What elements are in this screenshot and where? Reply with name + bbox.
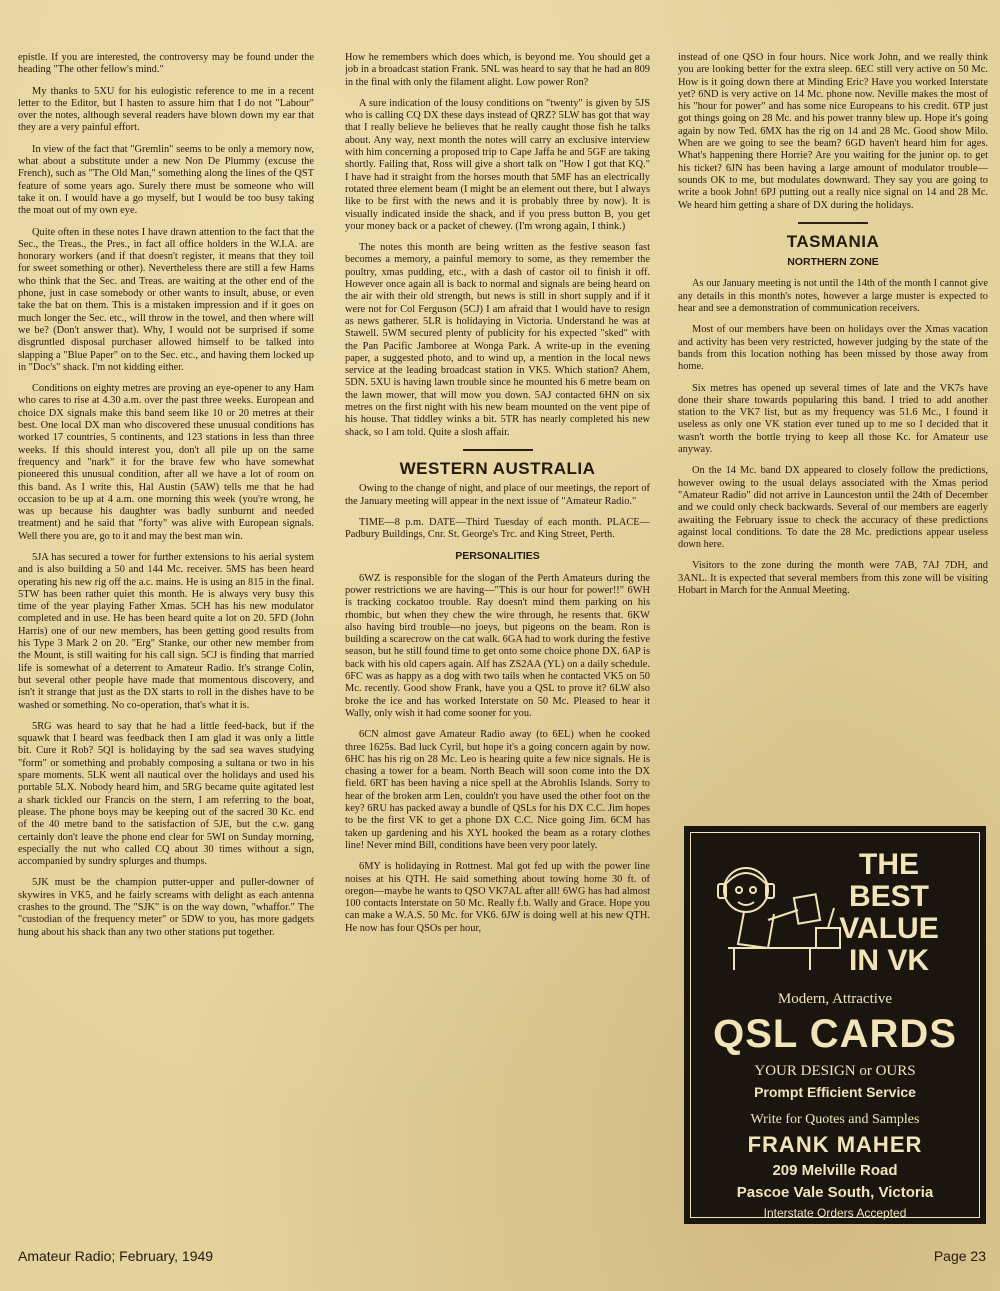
paragraph: 6WZ is responsible for the slogan of the Perth Amateurs during the power restrictions we are having—"This is our hour for power!!" 6WH is tracking cockatoo trouble. Ray doesn't mind them parking on his rhombic, but when they chew the wire through, he resents that. 6KW also having bird trouble—no joeys, but pigeons on the beam. Ron is building a scarecrow on the cat walk. 6GA had to work during the festive season, but he still found time to get onto some choice phone DX. 6AP is back with his old capers again. Alf has ZS2AA (YL) on a daily schedule. 6FC was as happy as a dog with two tails when he contacted VK5 on 50 Mc. recently. Good show Frank, have you a QSL to prove it? 6LW also broke the ice and has worked Interstate on 50 Mc. Pleased to hear it Wally, only wish it had come sooner for you. [345,572,650,719]
ad-slogan-line: IN VK [848,944,929,977]
paragraph: Most of our members have been on holidays over the Xmas vacation and activity has been very restricted, however judging by the state of the bands from this location nothing has been missed by those away from home. [678,324,988,373]
ad-suburb: Pascoe Vale South, Victoria [736,1184,934,1201]
column-3 [678,52,988,822]
paragraph: Conditions on eighty metres are proving an eye-opener to any Ham who cares to rise at 4.30 a.m. over the past three weeks. European and choice DX signals make this band seem like 10 or 20 metres at their best. One local DX man who discovered these unusual conditions has worked 17 countries, 5 continents, and 123 stations in less than three weeks. If this should interest you, don't all pile up on the same frequency and "nark" it for the brave few who have somewhat pioneered this unusual condition, after all we have a lot of room on this band. As I write this, Hal Austin (5AW) tells me that he had occasion to be up at 4 a.m. one morning this week (you're wrong, he was up because his daughter was badly sunburnt and needed treatment) and he said that "forty" was alive with European signals. Well there you are, go to it and may the best man win. [18,383,314,542]
paragraph: Visitors to the zone during the month were 7AB, 7AJ 7DH, and 3ANL. It is expected that several members from this zone will be visiting Hobart in March for the Annual Meeting. [678,560,988,596]
section-divider [798,222,868,224]
publication-line: Amateur Radio; February, 1949 [18,1248,214,1264]
paragraph: My thanks to 5XU for his eulogistic reference to me in a recent letter to the Editor, but I hasten to assure him that I do not "Labour" over the notes, although several readers have blown down my ear that they are a very painful effort. [18,85,314,134]
meeting-details: TIME—8 p.m. DATE—Third Tuesday of each month. PLACE—Padbury Buildings, Cnr. St. George's Trc. and King Street, Perth. [345,516,650,541]
subheading-northern-zone: NORTHERN ZONE [787,256,879,269]
page-footer [18,1248,986,1270]
paragraph: Quite often in these notes I have drawn attention to the fact that the Sec., the Treas., the Pres., in fact all office holders in the W.I.A. are honorary workers (and if that doesn't register, it means that they toil for sweet something or other). Nevertheless there are still a few Hams who think that the Sec. and Treas. are waiting at the other end of the phone, just in case somebody or other wants to insult, abuse, or even take the bat on them. This is a mistaken impression and if it goes on much longer the Sec. etc., will throw in the towel, and then where will we be? (Don't answer that). Why, I would not be surprised if some disgruntled disposal purchaser allowed himself to be talked into slapping a "Blue Paper" on to the Sec. etc., and having them locked up in "Doc's" shack. I'm not kidding either. [18,226,314,373]
paragraph: On the 14 Mc. band DX appeared to closely follow the predictions, however owing to the usual delays associated with the Xmas period "Amateur Radio" did not arrive in Launceston until the 24th of December and we could only check backwards. Several of our members are eagerly awaiting the February issue to check the accuracy of these predictions against local conditions. To date the 28 Mc. predictions appear useless down here. [678,465,988,551]
paragraph: 5JA has secured a tower for further extensions to his aerial system and is also building a 50 and 144 Mc. receiver. 5MS has been heard operating his new rig off the a.c. mains. He is using an 815 in the final. 5TW has been rather quiet this month. He is always very busy this time of the year playing Father Xmas. 5CH has his new modulator completed and in use. He has been heard quite a lot on 20. 5FD (John Harris) one of our new members, has been getting good results from his Type 3 Mark 2 on 20. "Erg" Stanke, our other new member from the Mount, is still waiting for his call sign. 5CJ is finding that married life is somewhat of a deterrent to Amateur Radio. It's strange Colin, but several other people have made that momentous discovery, and isn't it strange that just as the DX starts to roll in the dishes have to be washed or something. No co-operation, that's what it is. [18,551,314,711]
paragraph: As our January meeting is not until the 14th of the month I cannot give any details in this month's notes, however a large muster is expected to hear and see a demonstration of communication receivers. [678,278,988,315]
page-number: Page 23 [933,1248,986,1264]
section-heading-tasmania: TASMANIA [786,231,880,251]
paragraph: A sure indication of the lousy conditions on "twenty" is given by 5JS who is calling CQ DX these days instead of QRZ? 5LW has got that way that I really believe he believes that he really caught those fish he talks about. Any way, next month the notes will carry an exclusive interview with him concerning a proposed trip to Cape Jaffa he and 5GF are taking shortly. Failing that, Ross will give a short talk on "How I got that KQ." I have had it straight from the horses mouth that 5MF has an electrically rotated three element beam (I might be an element out there, but I always like to be first with the news and it is probably three by now). It is visually indicated inside the shack, and if you press button B, you get your money back or a packet of chewey. (I'm wrong again, I think.) [345,97,650,232]
section-heading-western-australia: WESTERN AUSTRALIA [399,458,596,478]
ad-slogan-line: THE [859,848,919,881]
column-2 [345,52,650,1252]
paragraph: epistle. If you are interested, the controversy may be found under the heading "The other fellow's mind." [18,52,314,76]
ad-street: 209 Melville Road [772,1162,898,1179]
paragraph: 5JK must be the champion putter-upper and puller-downer of skywires in VK5, and he fairly screams with delight as each antenna crashes to the ground. The "SJK" is on the way down, "whaffor." The "custodian of the frequency meter" or 5DW to you, has more gadgets hung about his shack than any two other stations put together. [18,877,314,938]
ad-slogan-line: BEST [848,880,929,913]
paragraph: The notes this month are being written as the festive season fast becomes a memory, a painful memory to some, as they remember the poultry, xmas pudding, etc., with a dash of castor oil to finish it off. However once again all is back to normal and signals are being heard on the air with their old strength, but news is still in short supply and if it were not for Col Ferguson (5CJ) I am afraid that I would have to resign as news gatherer. 5LR is holidaying in Victoria. Understand he was at Stawell. 5WM secured plenty of publicity for his expected "sked" with the Pan Pacific Jamboree at Wonga Park. A write-up in the evening paper, a suggested photo, and to wind up, a mention in the local news service at the leading broadcast station in VK5. Which station? Ahem, 5DN. 5XU is having lawn trouble since he mounted his 6 metre beam on the lawn mower, that will mow you down. 5AJ contacted 6HN on six metres on the first night with his new beam mounted on the vent pipe of his house. That tiddley winks a bit. 5TR has nearly completed his new shack, so I am told. Quite a slosh affair. [345,242,650,438]
qsl-cards-advertisement [684,826,986,1224]
ad-tagline: Modern, Attractive [777,991,893,1007]
paragraph: 6MY is holidaying in Rottnest. Mal got fed up with the power line noises at his QTH. He said something about towing home 30 ft. of oregon—maybe he wants to QSO VK7AL after all! 6WG has had almost 100 contacts Interstate on 50 Mc. Really f.b. Wally and Grace. Hope you can make a W.A.S. 50 Mc. for VK6. 6JW is doing well at his new QTH. He now has four QSOs per hour, [345,861,650,934]
ad-product: QSL CARDS [713,1012,957,1056]
subheading-personalities: PERSONALITIES [455,550,540,563]
ad-service: Prompt Efficient Service [754,1084,916,1100]
ad-name: FRANK MAHER [747,1132,923,1157]
paragraph: 5RG was heard to say that he had a little feed-back, but if the squawk that I heard was feedback then I am glad it was only a little bit. Cure it Rob? 5QI is holidaying by the sad sea waves studying "form" or something and probably composing a sultana or two in his spare moments. 5LK went all nautical over the holidays and used his portable 5LX. Nobody heard him, and 5RG became quite agitated lest a shark tickled our Francis on the stern, I am referring to the boat, please. The phone boys may be keeping out of the sacred 30 Kc. end of the 40 metre band to the satisfaction of 5JE, but the c.w. gang certainly don't leave the phone end clear for 5WI on Sunday morning, especially the nut who called CQ about 30 times without a sign, accompanied by sundry splurges and thumps. [18,720,314,868]
ad-design: YOUR DESIGN or OURS [754,1063,916,1079]
ad-note: Interstate Orders Accepted [763,1206,907,1220]
paragraph: In view of the fact that "Gremlin" seems to be only a memory now, what about a substitute under a new Non De Plummy (excuse the French), such as "The Old Man," something along the lines of the QST feature of some years ago. Surely there must be someone who will take it on. I would have a go myself, but I would be too busy taking the moat out of my own eye. [18,143,314,217]
section-divider [463,449,533,451]
column-1 [18,52,314,1252]
paragraph: Six metres has opened up several times of late and the VK7s have done their share towards popularing this band. I tried to add another station to the VK7 list, but as my frequency was 51.6 Mc., I found it useless as only one VK station ever tuned up to me so I decided that it wasn't worth the bottle trying to keep all those Kc. for Amateur use anyway. [678,382,988,456]
ad-slogan-line: VALUE [839,912,939,945]
paragraph: Owing to the change of night, and place of our meetings, the report of the January meeting will appear in the next issue of "Amateur Radio." [345,483,650,507]
paragraph: How he remembers which does which, is beyond me. You should get a job in a broadcast station Frank. 5NL was heard to say that he had an 809 in the final with only the filament alight. Low power Ron? [345,52,650,88]
paragraph: 6CN almost gave Amateur Radio away (to 6EL) when he cooked three 1625s. Bad luck Cyril, but hope it's a going concern again by now. 6HC has his rig on 28 Mc. Leo is hearing quite a few nice signals. He is chasing a tower for a beam. North Beach will soon come into the DX field. 6RT has been having a nice spell at the Abrohlis Islands. Sorry to hear of the broken arm Len, couldn't you have used the other foot on the key? 6RU has packed away a bundle of QSLs for his DX C.C. Jim hopes to be the first VK to get a phone DX C.C. Nice going Jim. 6CM has taken up gardening and his XYL hooked the beam as a rotary clothes line! Never mind Bill, conditions have been very poor lately. [345,729,650,851]
paragraph: instead of one QSO in four hours. Nice work John, and we really think you are looking better for the extra sleep. 6EC still very active on 50 Mc. How is it going down there at Minding Eric? Have you worked Interstate yet? 6ND is very active on 14 Mc. phone now. Neville makes the most of his "hour for power" and has some nice Europeans to his credit. 6TP just got things going on 28 Mc. and his power tranny blew up. Hope it's going again by now Ted. 6MX has the rig on 14 and 28 Mc. Good show Milo. When are we going to see the beam? 6GD haven't heard him for ages. What's happening there Horrie? Are you waiting for the junior op. to get his ticket? 6JN has been having a large amount of modulator trouble—sounds OK to me, but modulates downward. They say you are going to write a book John! 6PJ putting out a really nice signal on 14 and 28 Mc. We heard him getting a share of DX during the holidays. [678,52,988,211]
ad-write: Write for Quotes and Samples [750,1112,920,1127]
